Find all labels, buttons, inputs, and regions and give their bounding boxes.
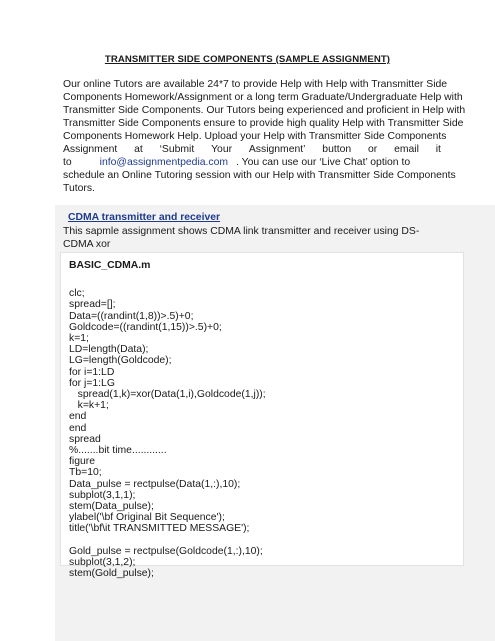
- code-line: Tb=10;: [69, 467, 102, 479]
- code-line: %.......bit time............: [69, 445, 167, 457]
- code-line: subplot(3,1,1);: [69, 489, 136, 501]
- code-line: subplot(3,1,2);: [69, 557, 136, 569]
- code-line: end: [69, 411, 87, 423]
- section-desc-line: This sapmle assignment shows CDMA link transmitter and receiver using DS-CDMA xor: [63, 226, 420, 250]
- code-line: Gold_pulse = rectpulse(Goldcode(1,:),10);: [69, 545, 263, 557]
- code-line: for j=1:LG: [69, 377, 115, 389]
- code-line: for i=1:LD: [69, 366, 115, 378]
- code-line: title('\bf\it TRANSMITTED MESSAGE');: [69, 523, 250, 535]
- code-line: k=k+1;: [69, 400, 109, 412]
- intro-word: button: [322, 144, 352, 155]
- code-line: spread: [69, 433, 101, 445]
- page-title: TRANSMITTER SIDE COMPONENTS (SAMPLE ASSIGNMENT): [104, 54, 391, 65]
- code-line: LG=length(Goldcode);: [69, 355, 172, 367]
- intro-word: ‘Submit: [159, 144, 195, 155]
- intro-line: Components Homework/Assignment or a long term Graduate/Undergraduate Help with: [63, 92, 463, 103]
- intro-line: Transmitter Side Components. Our Tutors being experienced and proficient in Help with: [63, 105, 466, 116]
- code-line: Data=((randint(1,8))>.5)+0;: [69, 310, 194, 322]
- intro-line: Transmitter Side Components ensure to provide high quality Help with Transmitter Side: [63, 118, 464, 129]
- code-line: end: [69, 422, 87, 434]
- code-line: [69, 535, 266, 546]
- code-line: spread(1,k)=xor(Data(1,i),Goldcode(1,j));: [69, 389, 266, 401]
- intro-line-justified: [63, 143, 441, 156]
- code-line: clc;: [69, 288, 85, 300]
- code-line: Goldcode=((randint(1,15))>.5)+0;: [69, 321, 222, 333]
- code-line: spread=[];: [69, 299, 116, 311]
- intro-word: Assignment’: [248, 144, 306, 155]
- intro-word: email: [394, 144, 419, 155]
- code-line: k=1;: [69, 333, 89, 345]
- code-listing: [69, 277, 266, 602]
- intro-line-email: [63, 156, 441, 169]
- intro-line: Components Homework Help. Upload your Help with Transmitter Side Components: [63, 131, 447, 142]
- intro-line: Our online Tutors are available 24*7 to provide Help with Help with Transmitter Side: [63, 79, 448, 90]
- intro-word: Assignment: [63, 144, 118, 155]
- code-line: figure: [69, 456, 95, 468]
- section-heading: CDMA transmitter and receiver: [68, 212, 221, 223]
- intro-word: Your: [211, 144, 233, 155]
- intro-line-rest: . You can use our ‘Live Chat’ option to: [236, 157, 411, 168]
- code-line: Data_pulse = rectpulse(Data(1,:),10);: [69, 478, 241, 490]
- code-line: stem(Gold_pulse);: [69, 568, 154, 580]
- code-filename: BASIC_CDMA.m: [69, 260, 151, 271]
- intro-line: Tutors.: [63, 183, 95, 194]
- code-line: ylabel('\bf Original Bit Sequence');: [69, 512, 225, 524]
- intro-line: schedule an Online Tutoring session with our Help with Transmitter Side Components: [63, 170, 456, 181]
- intro-word: at: [134, 144, 143, 155]
- intro-word: or: [368, 144, 378, 155]
- code-line: stem(Data_pulse);: [69, 501, 154, 513]
- code-block: [60, 252, 464, 580]
- intro-word: to: [63, 157, 72, 168]
- intro-paragraph: [63, 78, 466, 195]
- intro-word: it: [435, 144, 441, 155]
- code-line: LD=length(Data);: [69, 344, 149, 356]
- email-link[interactable]: info@assignmentpedia.com: [99, 157, 229, 168]
